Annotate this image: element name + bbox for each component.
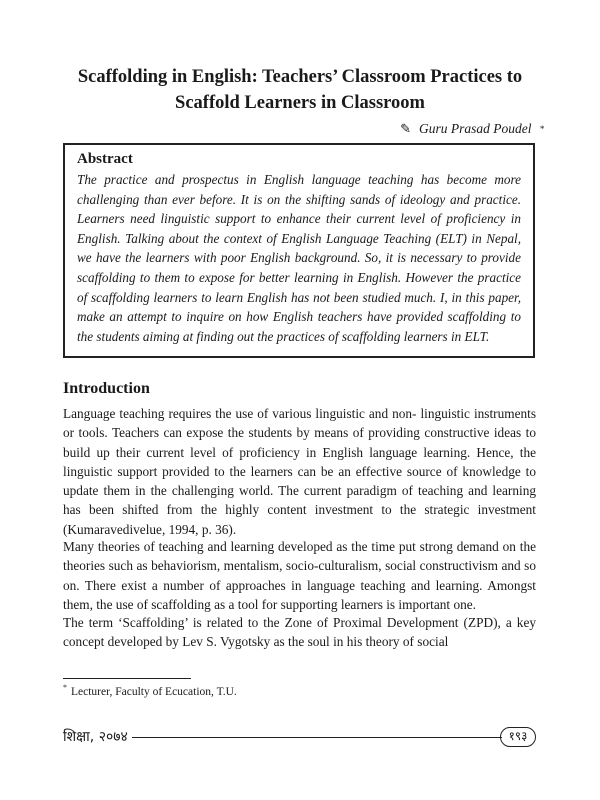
title-line-1: Scaffolding in English: Teachers’ Classroom Practices to <box>77 67 523 87</box>
page-number: १९३ <box>500 727 536 747</box>
abstract-body: The practice and prospectus in English language teaching has become more challenging than ever before. It is on the shifting sands of ideology and practice. Learners need linguistic support to enhance their current level of proficiency in English. Talking about the context of English Language Teaching (ELT) in Nepal, we have the learners with poor English background. So, it is necessary to provide scaffolding to them to expose for better learning in English. However the practice of scaffolding learners to learn English has not been studied much. I, in this paper, make an attempt to inquire on how English teachers have provided scaffolding to the students aiming at finding out the practices of scaffolding learners in ELT. <box>77 172 521 344</box>
abstract-box <box>63 143 535 358</box>
introduction-paragraph-3: The term ‘Scaffolding’ is related to the Zone of Proximal Development (ZPD), a key concept developed by Lev S. Vygotsky as the soul in his theory of social <box>63 615 536 650</box>
author-line <box>400 121 544 137</box>
abstract-heading: Abstract <box>77 151 133 167</box>
footnote-mark: * <box>63 683 67 692</box>
title-line-2: Scaffold Learners in Classroom <box>175 93 425 113</box>
author-footnote-mark: * <box>539 124 544 134</box>
pen-icon: ✎ <box>400 121 411 136</box>
footnote <box>63 683 237 698</box>
paper-title <box>40 64 560 116</box>
footer-rule <box>132 737 502 738</box>
author-name: Guru Prasad Poudel <box>419 121 532 136</box>
introduction-paragraph-1: Language teaching requires the use of various linguistic and non- linguistic instruments or tools. Teachers can expose the students by means of providing constructive ideas to build up their current level of proficiency in English language learning. Hence, the linguistic support provided to the learners can be an effective source of knowledge to update them in the challenging world. The current paradigm of teaching and learning has been shifted from the highly content investment to the strategic investment (Kumaravedivelue, 1994, p. 36). <box>63 406 536 537</box>
footer-journal-name: शिक्षा, २०७४ <box>63 729 128 745</box>
footnote-text: Lecturer, Faculty of Ecucation, T.U. <box>71 685 237 698</box>
introduction-heading: Introduction <box>63 380 150 397</box>
footnote-divider <box>63 678 191 679</box>
introduction-paragraph-2: Many theories of teaching and learning developed as the time put strong demand on the theories such as behaviorism, mentalism, socio-culturalism, social constructivism and so on. There exist a number of approaches in language teaching and learning. Amongst them, the use of scaffolding as a tool for supporting learners is important one. <box>63 539 536 612</box>
